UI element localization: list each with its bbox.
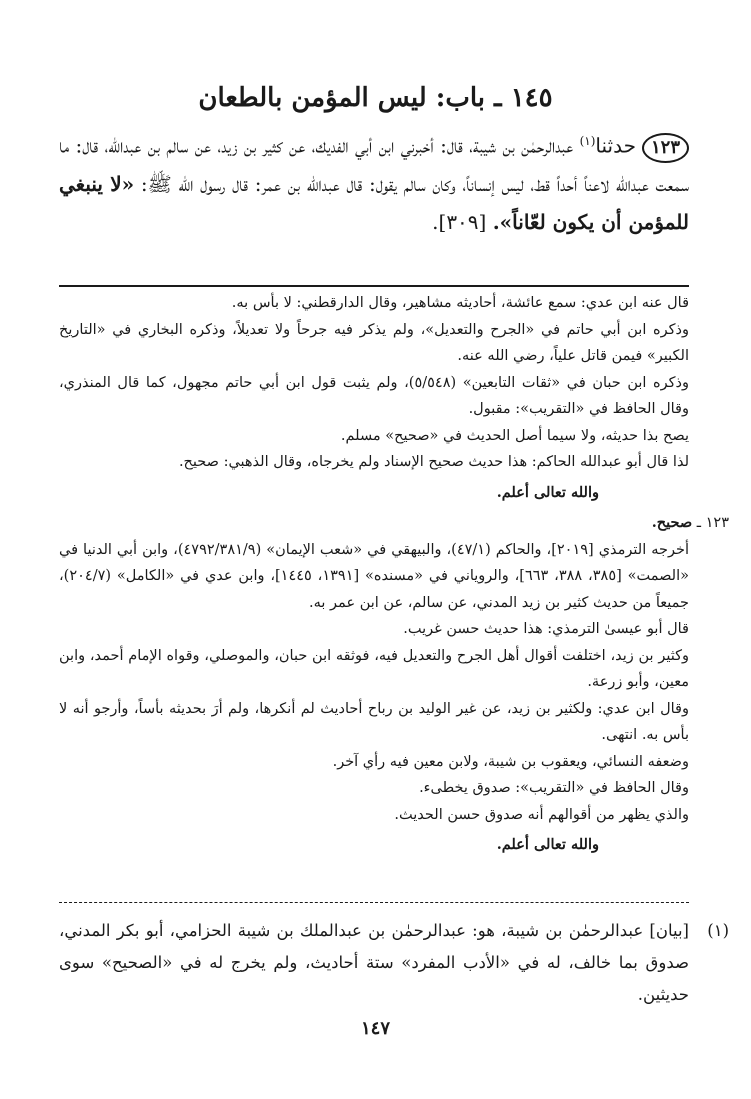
hadith-body: عبدالرحمٰن بن شيبة، قال: أخبرني ابن أبي الفديك، عن كثير بن زيد، عن سالم بن عبدالله، قال: ما سمعت عبدالله لاعناً أحداً قط، ليس إنساناً، وكان سالم يقول: قال عبدالله بن عمر: قال رسول الله ﷺ: [59,133,689,196]
takhrij-line: وقال ابن عدي: ولكثير بن زيد، عن غير الوليد بن رباح أحاديث لم أنكرها، ولم أرَ بحديثه بأساً، وأرجو أنه لا بأس به. انتهى. [59,700,689,743]
footnote [59,915,729,1011]
commentary-closing: والله تعالى أعلم. [496,483,599,501]
hadith-lead: حدثنا [595,133,636,158]
commentary-block [59,290,689,506]
page-number: ١٤٧ [360,1018,390,1039]
takhrij-line: والذي يظهر من أقوالهم أنه صدوق حسن الحديث. [394,806,689,823]
takhrij-line: وكثير بن زيد، اختلفت أقوال أهل الجرح والتعديل فيه، فوثقه ابن حبان، والموصلي، وقواه الإمام أحمد، وابن معين، وأبو زرعة. [59,647,689,690]
takhrij-closing: والله تعالى أعلم. [496,836,599,853]
footnote-reference[interactable]: (١) [579,134,596,148]
commentary-line: وذكره ابن أبي حاتم في «الجرح والتعديل»، ولم يذكر فيه جرحاً ولا تعديلاً، وذكره البخاري في «التاريخ الكبير» فيمن قاتل علياً، رضي الله عنه. [59,321,689,364]
commentary-line: يصح بذا حديثه، ولا سيما أصل الحديث في «صحيح» مسلم. [340,427,689,444]
footnote-divider [59,902,689,903]
takhrij-number: ١٢٣ [705,515,729,531]
commentary-line: قال عنه ابن عدي: سمع عائشة، أحاديثه مشاهير، وقال الدارقطني: لا بأس به. [231,295,689,311]
takhrij-grade: صحيح. [651,514,693,531]
hadith-text [59,122,689,241]
hadith-quote: «لا ينبغي للمؤمن أن يكون لعّاناً». [59,171,689,234]
takhrij-dash: ـ [692,515,706,531]
takhrij-heading [59,510,729,537]
footnote-mark: (١) [707,921,729,940]
takhrij-line: وقال الحافظ في «التقريب»: صدوق يخطىء. [419,780,689,796]
section-divider [59,285,689,287]
commentary-line: وذكره ابن حبان في «ثقات التابعين» (٥/٥٤٨)، ولم يثبت قول ابن أبي حاتم مجهول، كما قال المنذري، وقال الحافظ في «التقريب»: مقبول. [59,374,689,417]
takhrij-line: وضعفه النسائي، ويعقوب بن شيبة، ولابن معين فيه رأي آخر. [332,753,689,770]
hadith-reference: [٣٠٩]. [432,209,493,234]
footnote-text: [بيان] عبدالرحمٰن بن شيبة، هو: عبدالرحمٰن بن عبدالملك بن شيبة الحزامي، أبو بكر المدني، صدوق بما خالف، له في «الأدب المفرد» ستة أحاديث، ولم يخرج له في «الصحيح» سوى حديثين. [59,921,689,1004]
hadith-number-badge: ١٢٣ [642,133,689,163]
chapter-title: ١٤٥ ـ باب: ليس المؤمن بالطعان [198,83,553,113]
commentary-line: لذا قال أبو عبدالله الحاكم: هذا حديث صحيح الإسناد ولم يخرجاه، وقال الذهبي: صحيح. [178,454,689,470]
takhrij-line: قال أبو عيسىٰ الترمذي: هذا حديث حسن غريب. [403,621,689,637]
takhrij-line: أخرجه الترمذي [٢٠١٩]، والحاكم (٤٧/١)، والبيهقي في «شعب الإيمان» (٤٧٩٢/٣٨١/٩)، وابن أبي الدنيا في «الصمت» [٣٨٥، ٣٨٨، ٦٦٣]، والروياني في «مسنده» [١٣٩١، ١٤٤٥]، وابن عدي في «الكامل» (٢٠٤/٧)، جميعاً من حديث كثير بن زيد المدني، عن سالم، عن ابن عمر به. [59,541,690,611]
takhrij-block [59,510,729,859]
